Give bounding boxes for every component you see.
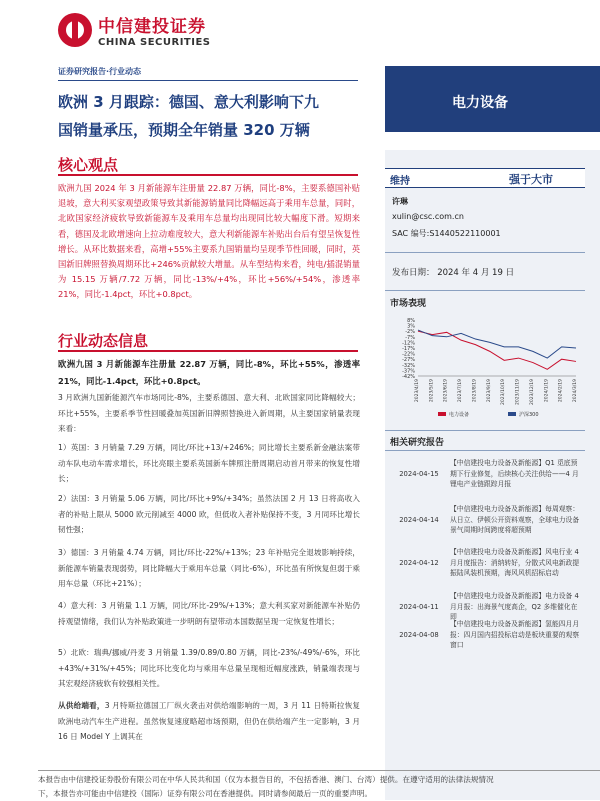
x-tick-label: 2024/1/19 — [544, 379, 550, 403]
related-text[interactable]: 【中信建投电力设备及新能源】氢能四月月报：四月国内招投标启动是板块重要的观察窗口 — [450, 620, 580, 650]
related-item[interactable] — [388, 504, 588, 536]
x-tick-label: 2023/5/19 — [429, 379, 435, 403]
x-tick-label: 2023/6/19 — [443, 379, 449, 403]
x-tick-label: 2024/2/19 — [558, 379, 564, 403]
brand-mark-icon — [58, 13, 92, 47]
y-tick-label: -22% — [402, 351, 415, 358]
y-tick-label: -2% — [405, 329, 415, 336]
x-tick-label: 2023/9/19 — [486, 379, 492, 403]
x-tick-label: 2023/11/19 — [515, 379, 521, 405]
related-title: 相关研究报告 — [390, 438, 445, 448]
legend-label: 沪深300 — [519, 412, 539, 418]
news-divider — [58, 350, 358, 352]
market-chart — [388, 314, 583, 422]
y-tick-label: -7% — [405, 334, 415, 341]
y-tick-label: 3% — [407, 323, 415, 330]
final-text: 3 月特斯拉德国工厂纵火袭击对供给端影响的一周，3 月 11 日特斯拉恢复欧洲电动汽车生产进程。虽然恢复速度略超市场预期，但仍在供给端产生一定影响，3 月 16 日 Model Y 上调其在 — [58, 701, 361, 741]
brand-name-en: CHINA SECURITIES — [98, 37, 211, 48]
related-item[interactable] — [388, 458, 588, 490]
analyst-email[interactable]: xulin@csc.com.cn — [392, 212, 464, 221]
news-paragraph: 5）北欧：瑞典/挪威/丹麦 3 月销量 1.39/0.89/0.80 万辆，同比-23%/-49%/-6%，环比+43%/+31%/+45%；同比环比变化均与乘用车总量呈现相近幅度涨跌，销量端表现与其宏观经济疲软有较强相关性。 — [58, 648, 360, 688]
x-tick-label: 2023/10/19 — [501, 379, 507, 405]
sidebar-divider — [385, 290, 585, 291]
footer-divider — [38, 770, 600, 771]
x-tick-label: 2023/12/19 — [529, 379, 535, 405]
y-tick-label: -27% — [402, 357, 415, 364]
related-date: 2024-04-12 — [399, 559, 439, 567]
legend-swatch — [438, 412, 446, 416]
related-date: 2024-04-14 — [399, 516, 439, 524]
sidebar-divider — [385, 450, 585, 451]
y-tick-label: -12% — [402, 340, 415, 347]
market-title: 市场表现 — [390, 299, 427, 309]
x-tick-label: 2023/4/19 — [415, 379, 420, 403]
x-tick-label: 2023/8/19 — [472, 379, 478, 403]
sidebar-divider — [385, 252, 585, 253]
series-line-2 — [418, 330, 576, 358]
news-paragraph: 3 月欧洲九国新能源汽车市场同比-8%，主要系德国、意大利、北欧国家同比降幅较大；环比+55%，主要系季节性回暖叠加英国新旧牌照替换进入新周期，从主要国家销量表现来看： — [58, 393, 360, 433]
related-text[interactable]: 【中信建投电力设备及新能源】电力设备 4 月月报：出海景气度高企，Q2 多维催化在即 — [450, 592, 579, 622]
legend-swatch — [508, 412, 516, 416]
y-tick-label: -37% — [402, 368, 415, 375]
related-item[interactable] — [388, 591, 588, 623]
rating-value: 强于大市 — [509, 173, 553, 186]
brand-name-cn: 中信建投证券 — [98, 17, 206, 37]
related-text[interactable]: 【中信建投电力设备及新能源】每周观察：从日立、伊顿公开资料观察，全球电力设备景气周期时间跨度将超预期 — [450, 505, 580, 535]
related-item[interactable] — [388, 619, 588, 651]
related-item[interactable] — [388, 547, 588, 579]
footer-disclaimer — [38, 773, 598, 801]
related-date: 2024-04-11 — [399, 603, 439, 611]
related-text[interactable]: 【中信建投电力设备及新能源】Q1 觅底预期下行业修复，后续核心关注供给——4 月锂电产业链跟踪月报 — [450, 459, 579, 489]
x-tick-label: 2023/7/19 — [458, 379, 464, 403]
footer-line-2: 下，本报告亦可能由中信建投（国际）证券有限公司在香港提供。同时请参阅最后一页的重要声明。 — [38, 789, 373, 798]
title-line-2: 国销量承压，预期全年销量 320 万辆 — [58, 121, 310, 139]
report-title — [58, 88, 358, 144]
news-heading: 行业动态信息 — [58, 332, 149, 350]
title-line-1: 欧洲 3 月跟踪：德国、意大利影响下九 — [58, 93, 319, 111]
breadcrumb: 证券研究报告·行业动态 — [58, 67, 142, 76]
news-lead: 欧洲九国 3 月新能源车注册量 22.87 万辆，同比-8%，环比+55%，渗透率 21%，同比-1.4pct，环比+0.8pct。 — [58, 359, 360, 386]
sidebar-divider — [385, 430, 585, 431]
core-divider — [58, 174, 358, 176]
series-line-1 — [418, 331, 576, 369]
related-text[interactable]: 【中信建投电力设备及新能源】风电行业 4 月月度报告：消纳转好，分散式风电新政提振陆风装机预期，海风风机招标启动 — [450, 548, 580, 578]
related-date: 2024-04-08 — [399, 631, 439, 639]
core-heading: 核心观点 — [58, 156, 119, 174]
header-divider — [58, 80, 358, 81]
analyst-name: 许琳 — [392, 197, 408, 206]
x-tick-label: 2024/3/19 — [573, 379, 578, 403]
footer-line-1: 本报告由中信建投证券股份有限公司在中华人民共和国（仅为本报告目的，不包括香港、澳门、台湾）提供。在遵守适用的法律法规情况 — [38, 775, 494, 784]
news-paragraph: 2）法国：3 月销量 5.06 万辆，同比/环比+9%/+34%；虽然法国 2 月 13 日将高收入者的补贴上限从 5000 欧元削减至 4000 欧，但低收入者补贴保持不变，3 月同环比增长韧性强； — [58, 494, 360, 534]
publish-date: 发布日期： 2024 年 4 月 19 日 — [392, 268, 515, 278]
y-tick-label: -42% — [402, 374, 415, 380]
final-bold: 从供给端看， — [58, 701, 105, 710]
y-tick-label: -17% — [402, 346, 415, 352]
sector-label: 电力设备 — [452, 95, 508, 111]
news-paragraph-final — [58, 698, 360, 745]
y-tick-label: -32% — [402, 362, 415, 369]
related-date: 2024-04-15 — [399, 470, 439, 478]
news-paragraph: 3）德国：3 月销量 4.74 万辆，同比/环比-22%/+13%；23 年补贴完全退坡影响持续，新能源车销量表现弱势，同比降幅大于乘用车总量（同比-6%），环比虽有所恢复但弱于乘用车总量（环比+21%）； — [58, 548, 360, 588]
news-paragraph: 4）意大利：3 月销量 1.1 万辆，同比/环比-29%/+13%；意大利买家对新能源车补贴仍持观望情绪，我们认为补贴政策进一步明朗有望带动本国数据呈现一定恢复性增长； — [58, 601, 360, 626]
rating-label: 维持 — [390, 176, 410, 187]
analyst-sac: SAC 编号:S1440522110001 — [392, 229, 501, 238]
core-text: 欧洲九国 2024 年 3 月新能源车注册量 22.87 万辆，同比-8%，主要系德国补贴退坡，意大利买家观望政策导致其新能源销量同比降幅远高于乘用车总量，同时，北欧国家经济疲软导致新能源车及乘用车总量均出现同比较大幅度下滑。短期来看，德国及北欧增速向上拉动难度较大，意大利新能源车补贴出台后有望呈恢复性增长。从环比数据来看，高增+55%主要系九国销量均呈现季节性回暖，同时，英国新旧牌照替换周期环比+246%贡献较大增量。从车型结构来看，纯电/插混销量为 15.15 万辆/7.72 万辆，同比-13%/+4%，环比+56%/+54%，渗透率 21%，同比-1.4pct，环比+0.8pct。 — [58, 183, 360, 300]
legend-label: 电力设备 — [449, 412, 470, 418]
rating-box — [385, 168, 585, 188]
y-tick-label: 8% — [407, 318, 415, 324]
news-paragraph: 1）英国：3 月销量 7.29 万辆，同比/环比+13/+246%；同比增长主要系新金融法案带动车队电动车需求增长，环比亮眼主要系英国新车牌照注册周期启动首月带来的恢复性增长； — [58, 443, 360, 483]
brand-logo — [58, 12, 211, 48]
